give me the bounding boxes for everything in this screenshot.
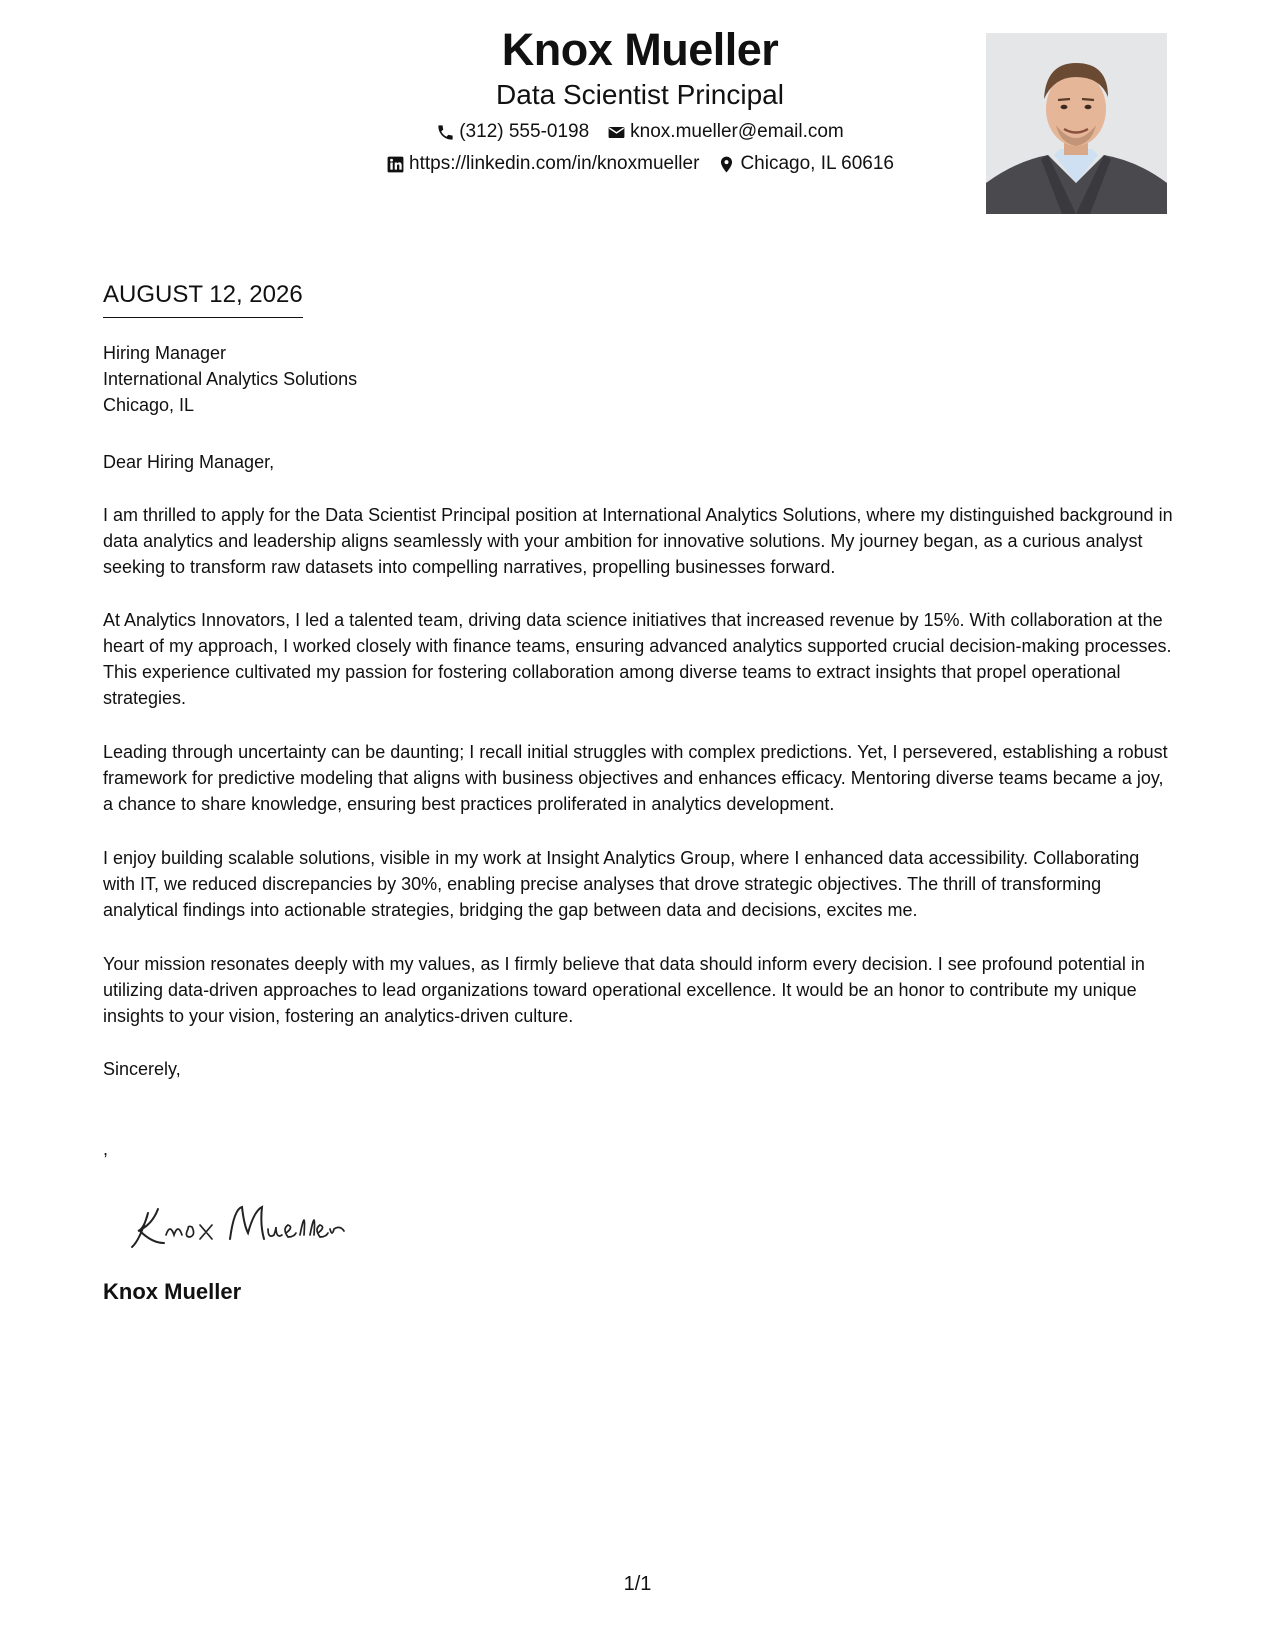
- email-contact[interactable]: [607, 120, 844, 144]
- letter-date: AUGUST 12, 2026: [103, 280, 303, 318]
- phone-contact: [436, 120, 589, 144]
- location-text: Chicago, IL 60616: [740, 153, 894, 174]
- candidate-name: Knox Mueller: [501, 24, 779, 75]
- profile-photo: [986, 33, 1167, 214]
- linkedin-icon: [386, 155, 405, 174]
- closing: Sincerely,: [103, 1059, 181, 1079]
- map-pin-icon: [717, 155, 736, 174]
- body-paragraph: I am thrilled to apply for the Data Scientist Principal position at International Analytics Solutions, where my distinguished background in data analytics and leadership aligns seamlessly with your ambition for innovative solutions. My journey began, as a curious analyst seeking to transform raw datasets into compelling narratives, propelling businesses forward.: [103, 505, 1173, 577]
- candidate-title: Data Scientist Principal: [496, 79, 784, 110]
- body-paragraph: Your mission resonates deeply with my values, as I firmly believe that data should inform every decision. I see profound potential in utilizing data-driven approaches to lead organizations toward operational excellence. It would be an honor to contribute my unique insights to your vision, fostering an analytics-driven culture.: [103, 954, 1145, 1026]
- location-contact: [717, 152, 894, 176]
- contact-row-1: [260, 120, 1020, 144]
- greeting: Dear Hiring Manager,: [103, 452, 275, 472]
- body-paragraph: Leading through uncertainty can be daunting; I recall initial struggles with complex predictions. Yet, I persevered, establishing a robust framework for predictive modeling that aligns with business objectives and enhances efficacy. Mentoring diverse teams became a joy, a chance to share knowledge, ensuring best practices proliferated in analytics development.: [103, 742, 1168, 814]
- recipient-line: Hiring Manager: [103, 343, 227, 363]
- linkedin-contact[interactable]: [386, 152, 699, 176]
- email-text[interactable]: knox.mueller@email.com: [630, 121, 844, 142]
- signature-image: [118, 1195, 348, 1255]
- signer-name: Knox Mueller: [103, 1279, 242, 1304]
- body-paragraph: I enjoy building scalable solutions, visible in my work at Insight Analytics Group, where I enhanced data accessibility. Collaborating with IT, we reduced discrepancies by 30%, enabling precise analyses that drove strategic objectives. The thrill of transforming analytical findings into actionable strategies, bridging the gap between data and decisions, excites me.: [103, 848, 1140, 920]
- page-number: 1/1: [623, 1573, 652, 1595]
- header-text: [260, 22, 1020, 176]
- body-paragraph: At Analytics Innovators, I led a talented team, driving data science initiatives that increased revenue by 15%. With collaboration at the heart of my approach, I worked closely with finance teams, ensuring advanced analytics supported crucial decision-making processes. This experience cultivated my passion for fostering collaboration among diverse teams to extract insights that propel operational strategies.: [103, 610, 1172, 708]
- contact-row-2: [260, 152, 1020, 176]
- recipient-address: [103, 340, 1175, 418]
- envelope-icon: [607, 123, 626, 142]
- phone-text: (312) 555-0198: [459, 121, 590, 142]
- phone-icon: [436, 123, 455, 142]
- recipient-line: Chicago, IL: [103, 395, 195, 415]
- closing-comma: ,: [103, 1139, 109, 1159]
- linkedin-text[interactable]: https://linkedin.com/in/knoxmueller: [409, 153, 700, 174]
- recipient-line: International Analytics Solutions: [103, 369, 358, 389]
